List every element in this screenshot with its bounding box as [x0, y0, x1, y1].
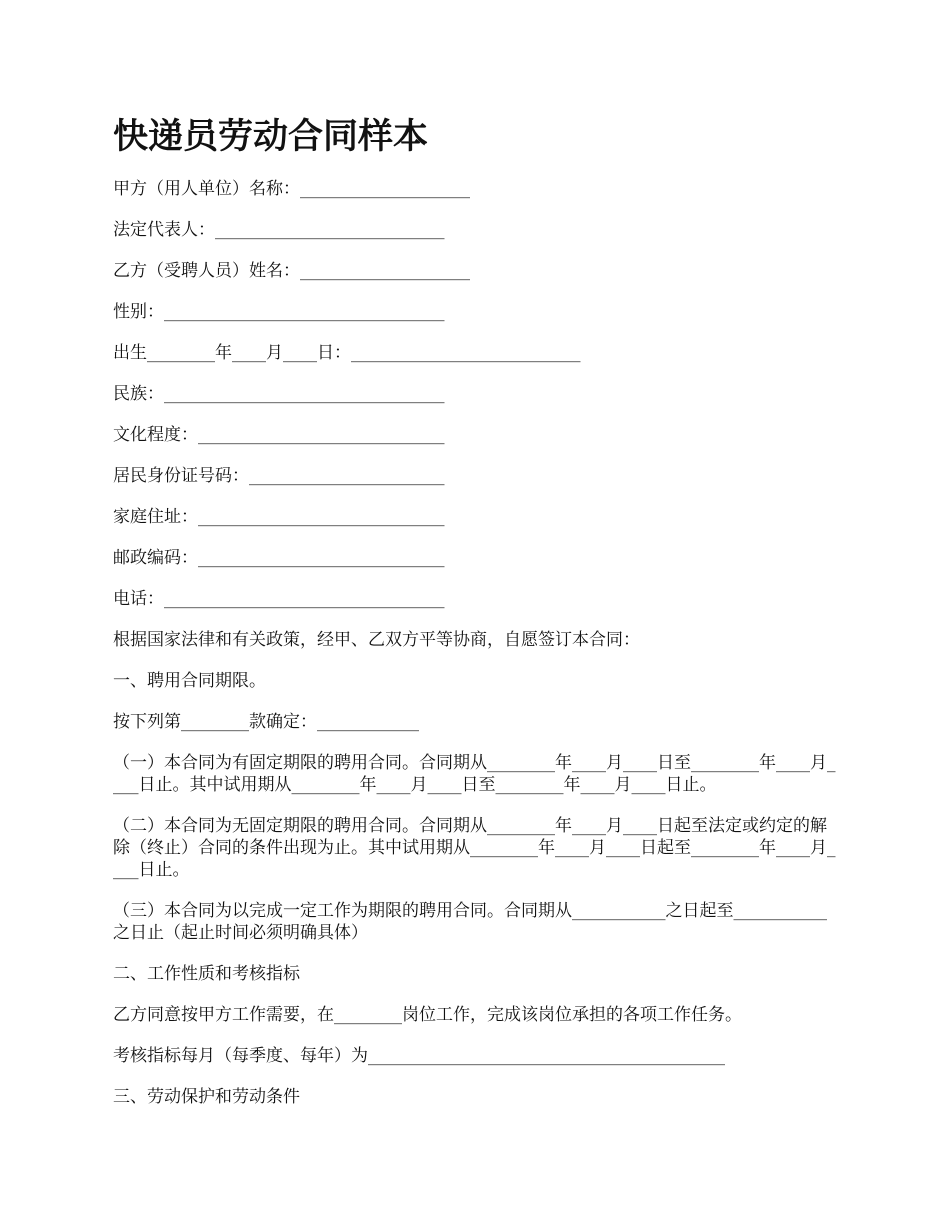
preamble-text: 根据国家法律和有关政策，经甲、乙双方平等协商，自愿签订本合同： — [113, 630, 640, 650]
gender-field: 性别：_________________________________ — [113, 302, 445, 322]
birth-date-field: 出生________年____月____日：___________________________ — [113, 343, 581, 363]
legal-representative-field: 法定代表人：___________________________ — [113, 220, 445, 240]
id-number-field: 居民身份证号码：_______________________ — [113, 466, 445, 486]
postal-code-field: 邮政编码：_____________________________ — [113, 548, 445, 568]
education-field: 文化程度：_____________________________ — [113, 425, 445, 445]
phone-field: 电话：_________________________________ — [113, 589, 445, 609]
section-1-heading: 一、聘用合同期限。 — [113, 671, 266, 691]
clause-selection-line: 按下列第________款确定：____________ — [113, 712, 419, 732]
section-3-heading: 三、劳动保护和劳动条件 — [113, 1087, 300, 1107]
employee-name-field: 乙方（受聘人员）姓名：____________________ — [113, 261, 470, 281]
section-2-heading: 二、工作性质和考核指标 — [113, 964, 300, 984]
ethnicity-field: 民族：_________________________________ — [113, 384, 445, 404]
document-page — [113, 112, 841, 1127]
assessment-text: 考核指标每月（每季度、每年）为__________________________________________ — [113, 1046, 725, 1066]
employer-name-field: 甲方（用人单位）名称：____________________ — [113, 179, 470, 199]
job-position-text: 乙方同意按甲方工作需要，在________岗位工作，完成该岗位承担的各项工作任务。 — [113, 1005, 742, 1025]
clause-open-term: （二）本合同为无固定期限的聘用合同。合同期从________年____月____日起至法定或约定的解除（终止）合同的条件出现为止。其中试用期从________年____月____日起至________年____月____日止。 — [113, 816, 836, 880]
document-title: 快递员劳动合同样本 — [113, 117, 429, 157]
clause-task-term: （三）本合同为以完成一定工作为期限的聘用合同。合同期从___________之日起至___________之日止（起止时间必须明确具体） — [113, 901, 827, 943]
home-address-field: 家庭住址：_____________________________ — [113, 507, 445, 527]
clause-fixed-term: （一）本合同为有固定期限的聘用合同。合同期从________年____月____日至________年____月____日止。其中试用期从________年____月____日至________年____月____日止。 — [113, 753, 836, 795]
